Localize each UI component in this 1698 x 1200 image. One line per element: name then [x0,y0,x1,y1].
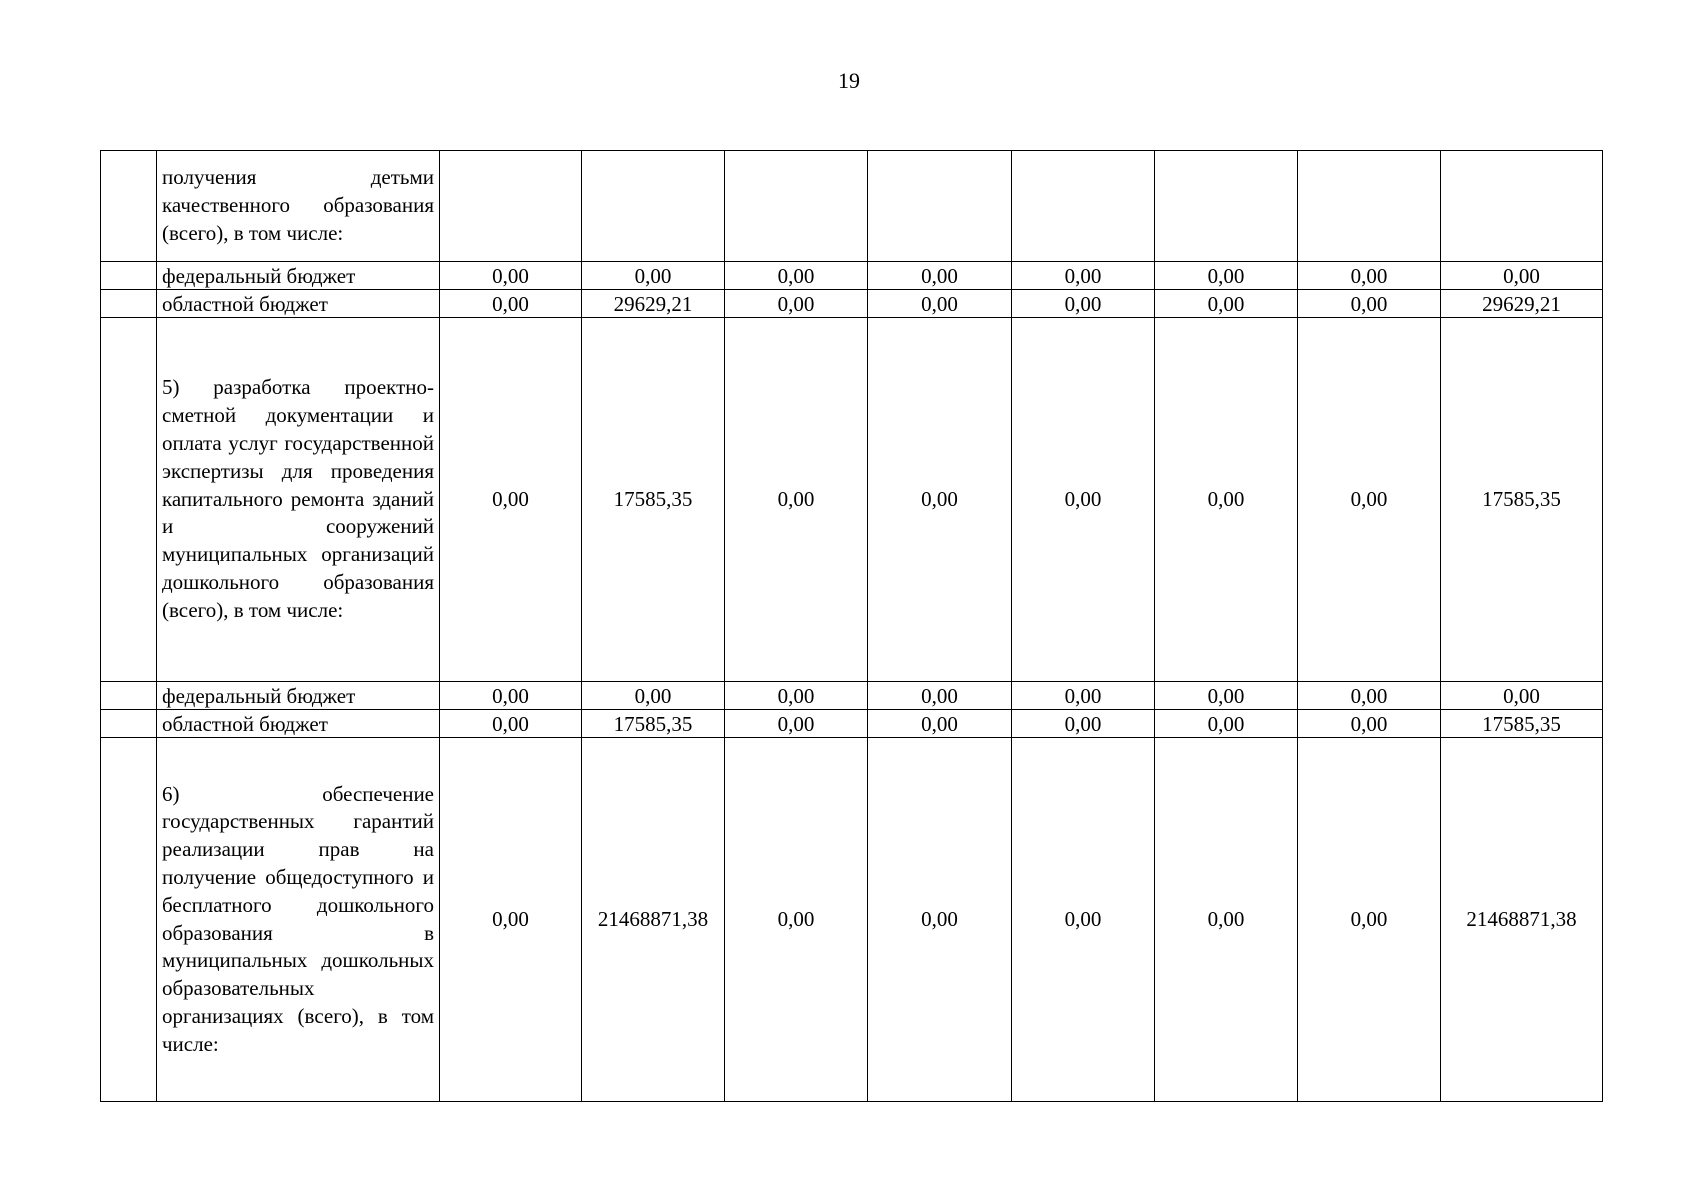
value-cell: 17585,35 [582,318,725,682]
value-cell: 0,00 [440,682,582,710]
total-value-cell: 21468871,38 [1441,738,1603,1102]
total-value-cell: 17585,35 [1441,710,1603,738]
value-cell: 0,00 [1298,318,1441,682]
row-index-cell [101,318,157,682]
row-index-cell [101,262,157,290]
budget-table-body [101,151,1603,1102]
value-cell: 0,00 [440,710,582,738]
total-value-cell [1441,151,1603,262]
table-row [101,262,1603,290]
value-cell: 0,00 [440,738,582,1102]
value-cell: 0,00 [1012,290,1155,318]
value-cell: 0,00 [1298,290,1441,318]
value-cell: 0,00 [725,710,868,738]
value-cell: 0,00 [1298,710,1441,738]
value-cell: 0,00 [1155,738,1298,1102]
row-description-cell [157,738,440,1102]
value-cell: 0,00 [725,290,868,318]
value-cell: 0,00 [725,682,868,710]
value-cell: 0,00 [1155,262,1298,290]
value-cell [440,151,582,262]
row-description-cell [157,710,440,738]
value-cell: 21468871,38 [582,738,725,1102]
value-cell: 0,00 [1012,262,1155,290]
value-cell: 0,00 [868,262,1012,290]
table-row [101,710,1603,738]
table-row [101,738,1603,1102]
value-cell: 29629,21 [582,290,725,318]
value-cell [582,151,725,262]
row-index-cell [101,682,157,710]
row-description: 6) обеспечение государственных гарантий реализации прав на получение общедоступного и бесплатного дошкольного образования в муниципальных дошкольных образовательных организациях (всего), в том числе: [162,781,434,1056]
budget-table [100,150,1603,1102]
value-cell [725,151,868,262]
value-cell [868,151,1012,262]
total-value-cell: 0,00 [1441,262,1603,290]
value-cell: 0,00 [1012,682,1155,710]
value-cell: 0,00 [868,318,1012,682]
value-cell: 0,00 [582,262,725,290]
row-index-cell [101,738,157,1102]
value-cell: 0,00 [1012,318,1155,682]
value-cell: 0,00 [1012,710,1155,738]
row-description-cell [157,290,440,318]
value-cell [1012,151,1155,262]
total-value-cell: 0,00 [1441,682,1603,710]
value-cell: 0,00 [440,262,582,290]
value-cell [1298,151,1441,262]
page-number: 19 [838,68,860,93]
table-row [101,290,1603,318]
value-cell: 0,00 [440,318,582,682]
value-cell: 0,00 [1155,682,1298,710]
row-description: областной бюджет [162,711,328,736]
value-cell: 17585,35 [582,710,725,738]
table-row [101,318,1603,682]
value-cell: 0,00 [582,682,725,710]
value-cell: 0,00 [1155,710,1298,738]
value-cell: 0,00 [868,290,1012,318]
row-description: получения детьми качественного образования (всего), в том числе: [162,165,434,245]
total-value-cell: 17585,35 [1441,318,1603,682]
row-description-cell [157,151,440,262]
row-description-cell [157,318,440,682]
value-cell: 0,00 [725,262,868,290]
value-cell: 0,00 [725,738,868,1102]
value-cell: 0,00 [1298,682,1441,710]
row-description: областной бюджет [162,291,328,316]
row-index-cell [101,290,157,318]
value-cell: 0,00 [725,318,868,682]
value-cell [1155,151,1298,262]
table-row [101,682,1603,710]
row-description: федеральный бюджет [162,263,356,288]
total-value-cell: 29629,21 [1441,290,1603,318]
value-cell: 0,00 [1155,318,1298,682]
value-cell: 0,00 [868,738,1012,1102]
value-cell: 0,00 [1298,738,1441,1102]
row-description-cell [157,262,440,290]
value-cell: 0,00 [440,290,582,318]
row-description-cell [157,682,440,710]
row-index-cell [101,710,157,738]
row-description: 5) разработка проектно-сметной документации и оплата услуг государственной экспертизы для проведения капитального ремонта зданий и сооружений муниципальных организаций дошкольного образования (всего), в том числе: [162,375,434,622]
value-cell: 0,00 [1298,262,1441,290]
row-index-cell [101,151,157,262]
value-cell: 0,00 [868,682,1012,710]
value-cell: 0,00 [1155,290,1298,318]
row-description: федеральный бюджет [162,683,356,708]
value-cell: 0,00 [868,710,1012,738]
table-row [101,151,1603,262]
value-cell: 0,00 [1012,738,1155,1102]
